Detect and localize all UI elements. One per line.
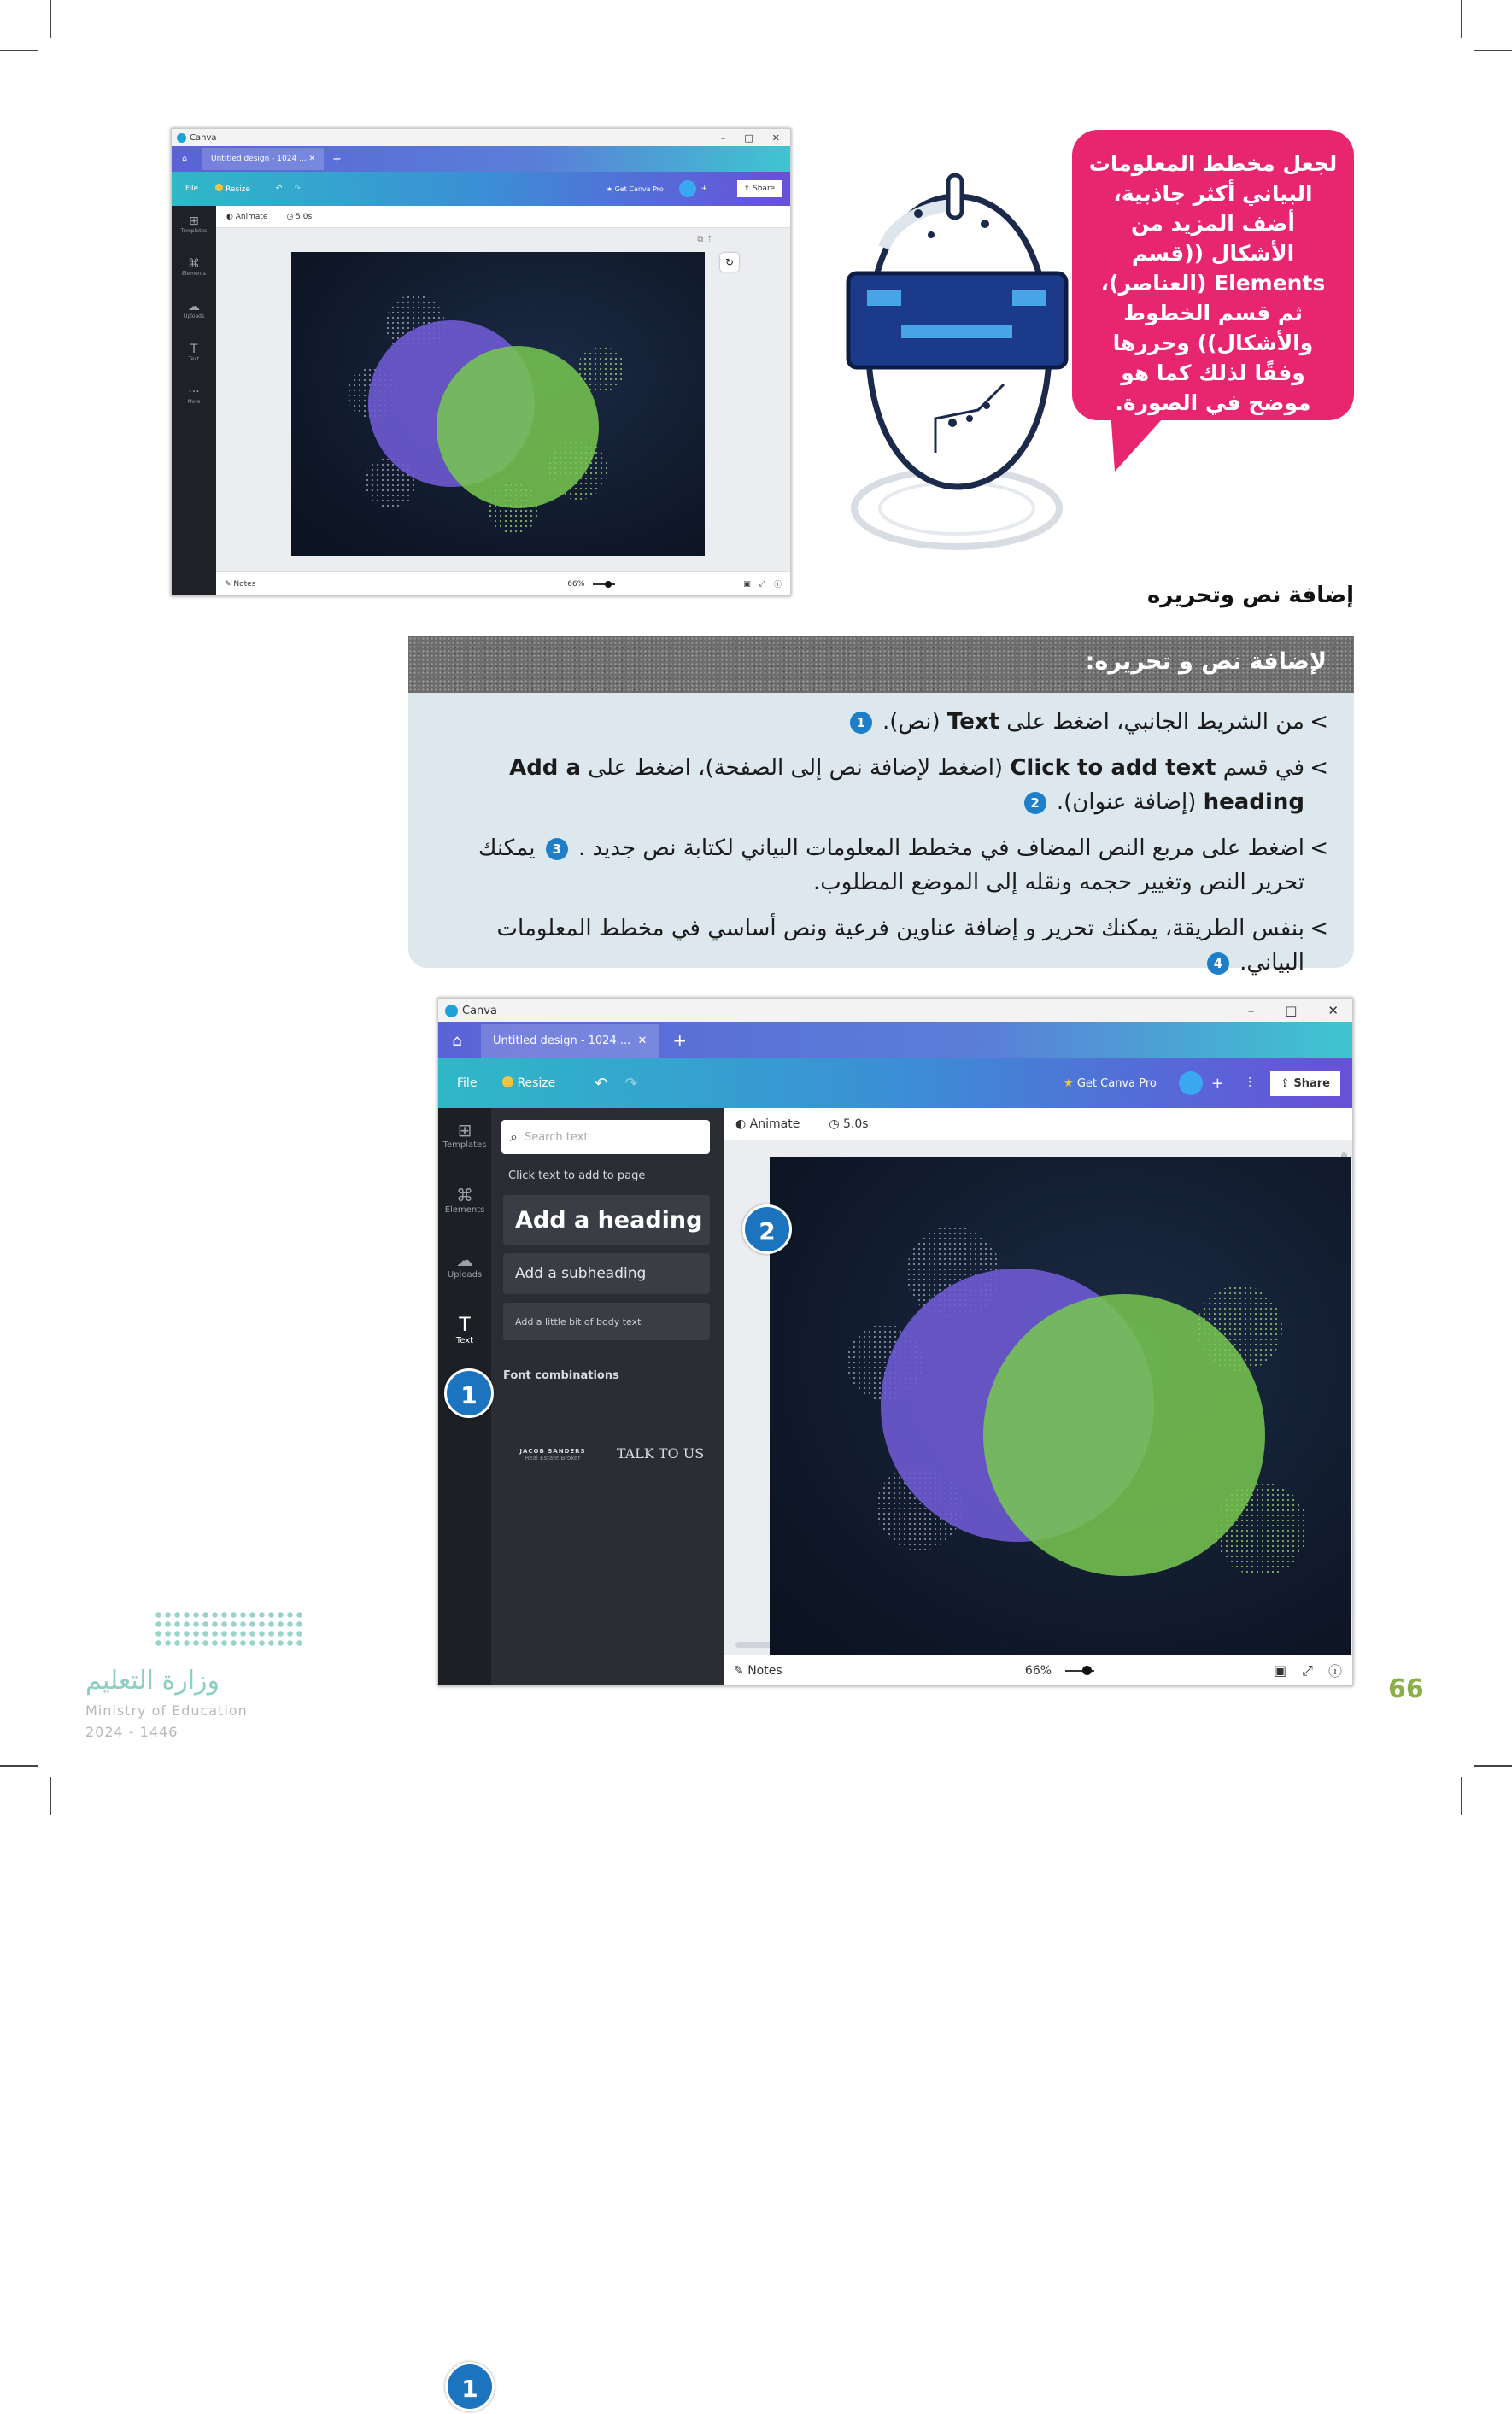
side-panel — [172, 206, 216, 595]
title-bar — [438, 999, 1352, 1022]
tool-row — [724, 1108, 1352, 1140]
crop-mark — [50, 1777, 51, 1815]
notes-button[interactable]: ✎ Notes — [734, 1663, 782, 1678]
zoom-level: 66% — [567, 579, 585, 589]
maximize-icon[interactable]: □ — [744, 132, 753, 144]
app-name: Canva — [190, 132, 217, 143]
callout-badge: 1 — [444, 1368, 494, 1418]
new-tab-icon[interactable]: + — [672, 1030, 688, 1051]
get-pro-button[interactable]: ★ Get Canva Pro — [1064, 1076, 1157, 1090]
elements-icon: ⌘ — [188, 257, 200, 271]
crop-mark — [0, 50, 38, 51]
sidebar-item-uploads[interactable]: ☁ Uploads — [438, 1250, 491, 1280]
canvas-area — [216, 206, 790, 595]
add-icon[interactable]: + — [700, 185, 708, 193]
step-4: > بنفس الطريقة، يمكنك تحرير و إضافة عناوين فرعية ونص أساسي في مخطط المعلومات البياني. 4 — [431, 911, 1328, 980]
green-circle — [983, 1294, 1265, 1576]
step-3: > اضغط على مربع النص المضاف في مخطط المعلومات البياني لكتابة نص جديد . 3 يمكنك تحرير النص وتغيير حجمه ونقله إلى الموضع المطلوب. — [431, 831, 1328, 899]
page-number: 66 — [1388, 1674, 1424, 1704]
sidebar-item-uploads[interactable]: ☁ Uploads — [172, 300, 216, 319]
canvas-area — [724, 1108, 1352, 1685]
undo-icon[interactable]: ↶ — [595, 1074, 608, 1093]
instruction-box-header — [408, 636, 1354, 693]
ministry-logo-dots — [154, 1610, 303, 1649]
close-icon[interactable]: ✕ — [1327, 1003, 1339, 1018]
elements-icon: ⌘ — [456, 1185, 473, 1205]
academic-year: 2024 - 1446 — [85, 1724, 179, 1740]
robot-illustration — [833, 162, 1089, 564]
zoom-slider[interactable] — [593, 583, 615, 585]
tool-row — [216, 206, 790, 228]
sidebar-item-elements[interactable]: ⌘ Elements — [438, 1185, 491, 1215]
fullscreen-icon[interactable]: ⤢ — [1302, 1661, 1313, 1679]
templates-icon: ⊞ — [189, 214, 199, 228]
templates-icon: ⊞ — [457, 1120, 472, 1140]
sidebar-item-templates[interactable]: ⊞ Templates — [438, 1120, 491, 1150]
text-icon: T — [190, 343, 198, 356]
click-text-label: Click text to add to page — [508, 1169, 646, 1182]
zoom-level: 66% — [1024, 1663, 1052, 1678]
callout-badge: 1 — [445, 2362, 495, 2411]
maximize-icon[interactable]: □ — [1285, 1003, 1298, 1018]
page-count-icon[interactable]: ▣ — [1274, 1662, 1287, 1679]
search-icon: ⌕ — [510, 1128, 518, 1145]
zoom-slider[interactable] — [1065, 1670, 1094, 1672]
file-menu[interactable]: File — [457, 1076, 478, 1090]
canva-screenshot-large — [437, 998, 1353, 2403]
page-count-icon[interactable]: ▣ — [743, 579, 751, 589]
get-pro-button[interactable]: ★ Get Canva Pro — [606, 185, 664, 193]
footer-bar — [724, 1655, 1352, 1685]
steps-list — [431, 705, 1328, 992]
canva-screenshot-small — [171, 128, 791, 596]
crop-mark — [1461, 1777, 1462, 1815]
animate-button[interactable]: ◐ Animate — [735, 1116, 800, 1131]
tab-bar — [172, 146, 790, 172]
collapse-notes-icon[interactable]: ^ — [997, 1645, 1005, 1655]
redo-icon[interactable]: ↷ — [624, 1074, 638, 1093]
app-name: Canva — [462, 1004, 497, 1017]
text-icon: T — [459, 1315, 471, 1336]
avatar[interactable] — [1179, 1071, 1203, 1095]
close-icon[interactable]: ✕ — [771, 132, 780, 144]
add-subheading-button[interactable]: Add a subheading — [503, 1253, 710, 1294]
upload-icon: ☁ — [188, 300, 200, 313]
font-combo-card[interactable] — [611, 1535, 710, 1620]
canva-logo-icon — [445, 1005, 458, 1017]
menu-bar — [438, 1058, 1352, 1108]
notes-button[interactable]: ✎ Notes — [225, 579, 256, 589]
search-input[interactable]: Search text — [524, 1130, 589, 1144]
more-icon: ··· — [188, 385, 200, 399]
title-bar — [172, 129, 790, 146]
sidebar-item-elements[interactable]: ⌘ Elements — [172, 257, 216, 277]
sidebar-item-text[interactable]: T Text — [438, 1315, 491, 1345]
resize-button[interactable]: Resize — [502, 1076, 555, 1090]
section-title: إضافة نص وتحريره — [1146, 583, 1354, 608]
font-combo-card[interactable]: TALK TO US — [616, 1445, 705, 1462]
home-icon[interactable]: ⌂ — [182, 155, 187, 163]
step-number-badge: 1 — [850, 712, 872, 734]
share-button[interactable]: ⇪ Share — [1270, 1071, 1340, 1096]
ministry-name-ar: وزارة التعليم — [85, 1666, 220, 1696]
add-body-text-button[interactable]: Add a little bit of body text — [503, 1303, 710, 1340]
crop-mark — [1461, 0, 1462, 38]
step-number-badge: 4 — [1207, 952, 1229, 975]
footer-bar — [216, 571, 790, 595]
search-box[interactable] — [501, 1120, 710, 1154]
help-icon[interactable]: ⓘ — [773, 581, 782, 589]
font-combo-card[interactable] — [503, 1535, 602, 1620]
avatar[interactable] — [679, 180, 696, 197]
document-tab[interactable]: Untitled design - 1024 ... ✕ — [481, 1024, 659, 1058]
home-icon[interactable]: ⌂ — [452, 1031, 462, 1050]
crop-mark — [0, 1765, 38, 1767]
sidebar-item-more[interactable]: ··· More — [172, 385, 216, 405]
add-heading-button[interactable]: Add a heading — [503, 1195, 710, 1245]
resize-button[interactable]: Resize — [215, 184, 250, 194]
callout-badge: 2 — [742, 1204, 792, 1254]
sidebar-item-text[interactable]: T Text — [172, 343, 216, 362]
refresh-icon[interactable]: ↻ — [720, 253, 739, 272]
file-menu[interactable]: File — [185, 185, 199, 193]
speech-bubble: لجعل مخطط المعلومات البياني أكثر جاذبية، أضف المزيد من الأشكال ((قسم Elements (العناصر)، ثم قسم الخطوط والأشكال)) وحررها وفقًا لذلك كما هو موضح في الصورة. — [1072, 130, 1354, 420]
page-tools: ⧉ ⇡ — [697, 235, 713, 244]
fullscreen-icon[interactable]: ⤢ — [759, 579, 765, 589]
font-combinations-label: Font combinations — [503, 1369, 619, 1382]
crop-mark — [1474, 50, 1512, 51]
tab-bar — [438, 1022, 1352, 1058]
step-number-badge: 3 — [546, 838, 568, 860]
undo-icon[interactable]: ↶ — [275, 185, 283, 193]
crop-mark — [50, 0, 51, 38]
crop-mark — [1474, 1765, 1512, 1767]
canva-logo-icon — [177, 133, 186, 143]
infographic-canvas[interactable] — [770, 1157, 1351, 1658]
upload-icon: ☁ — [456, 1250, 473, 1270]
step-1: > من الشريط الجانبي، اضغط على Text (نص). 1 — [431, 705, 1328, 739]
ministry-name-en: Ministry of Education — [85, 1702, 248, 1719]
text-panel — [491, 1108, 724, 1685]
sidebar-item-templates[interactable]: ⊞ Templates — [172, 214, 216, 234]
font-combo-card[interactable]: JACOB SANDERS Real Estate Broker — [519, 1448, 586, 1462]
step-2: > في قسم Click to add text (اضغط لإضافة نص إلى الصفحة)، اضغط على Add a heading (إضافة عنوان). 2 — [431, 751, 1328, 819]
infographic-canvas[interactable] — [291, 252, 705, 556]
instruction-box — [408, 636, 1354, 976]
instruction-box-title: لإضافة نص و تحريره: — [1085, 648, 1327, 675]
insights-icon[interactable]: ⫶ — [1247, 1075, 1251, 1091]
step-number-badge: 2 — [1024, 792, 1046, 814]
green-circle — [437, 346, 599, 508]
animate-button[interactable]: ◐ Animate — [226, 212, 268, 221]
duration-button[interactable]: ◷ 5.0s — [286, 212, 313, 221]
insights-icon[interactable]: ⫶ — [723, 185, 725, 193]
new-tab-icon[interactable]: + — [332, 152, 342, 166]
document-tab[interactable]: Untitled design - 1024 ... ✕ — [202, 148, 324, 170]
add-icon[interactable]: + — [1210, 1074, 1224, 1093]
redo-icon[interactable]: ↷ — [294, 185, 301, 193]
help-icon[interactable]: ⓘ — [1327, 1663, 1342, 1679]
menu-bar — [172, 172, 790, 206]
duration-button[interactable]: ◷ 5.0s — [829, 1116, 869, 1131]
share-button[interactable]: ⇪ Share — [737, 180, 782, 197]
minimize-icon[interactable]: – — [1247, 1003, 1255, 1018]
minimize-icon[interactable]: – — [720, 132, 726, 144]
